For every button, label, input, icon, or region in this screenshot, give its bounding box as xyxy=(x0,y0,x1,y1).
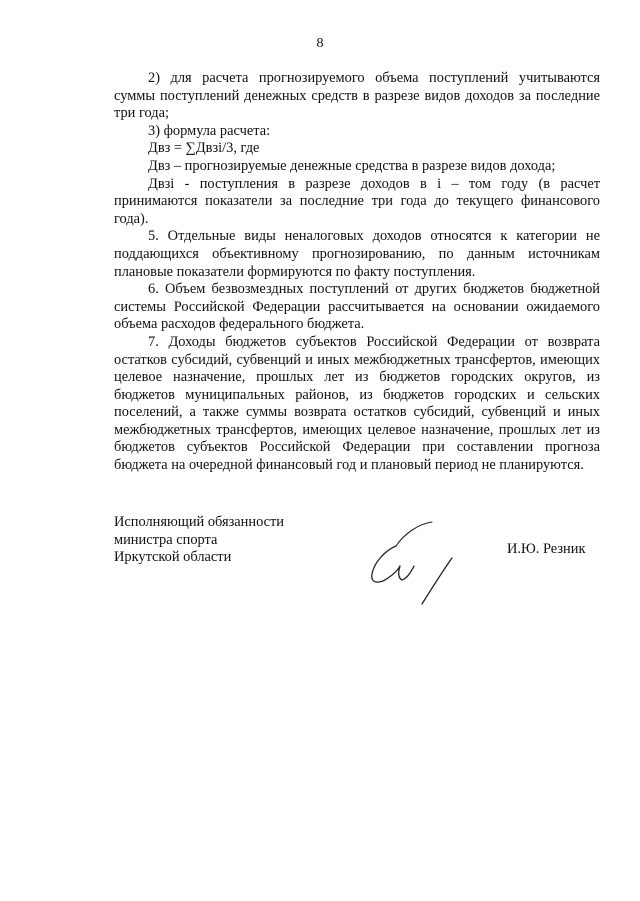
signer-name: И.Ю. Резник xyxy=(507,541,586,557)
signer-position xyxy=(114,514,284,567)
signer-position-line: Иркутской области xyxy=(114,549,232,566)
handwritten-signature xyxy=(368,516,458,608)
formula-definition-dvz: Двз – прогнозируемые денежные средства в разрезе видов дохода; xyxy=(148,157,556,174)
paragraph-section-5: 5. Отдельные виды неналоговых доходов относятся к категории не поддающихся объективному прогнозированию, по данным источникам плановые показатели формируются по факту поступления. xyxy=(114,228,600,280)
document-body xyxy=(114,70,600,475)
paragraph-section-7: 7. Доходы бюджетов субъектов Российской Федерации от возврата остатков субсидий, субвенций и иных межбюджетных трансфертов, имеющих целевое назначение, прошлых лет из бюджетов городских округов, из бюджетов муниципальных районов, из бюджетов городских и сельских поселений, а также суммы возврата остатков субсидий, субвенций и иных межбюджетных трансфертов, имеющих целевое назначение, прошлых лет из бюджетов субъектов Российской Федерации при составлении прогноза бюджета на очередной финансовый год и плановый период не планируются. xyxy=(114,333,600,474)
paragraph-item-3: 3) формула расчета: xyxy=(148,122,271,139)
signer-position-line: министра спорта xyxy=(114,531,218,548)
paragraph-section-6: 6. Объем безвозмездных поступлений от других бюджетов бюджетной системы Российской Федерации рассчитывается на основании ожидаемого объема расходов федерального бюджета. xyxy=(114,281,600,333)
page-number: 8 xyxy=(316,36,324,51)
formula-line: Двз = ∑Двзі/3, где xyxy=(148,140,260,157)
paragraph-item-2: 2) для расчета прогнозируемого объема поступлений учитываются суммы поступлений денежных средств в разрезе видов доходов за последние три года; xyxy=(114,70,600,122)
signer-position-line: Исполняющий обязанности xyxy=(114,514,285,530)
formula-definition-dvzi: Двзі - поступления в разрезе доходов в і – том году (в расчет принимаются показатели за последние три года до текущего финансового года). xyxy=(114,175,600,227)
